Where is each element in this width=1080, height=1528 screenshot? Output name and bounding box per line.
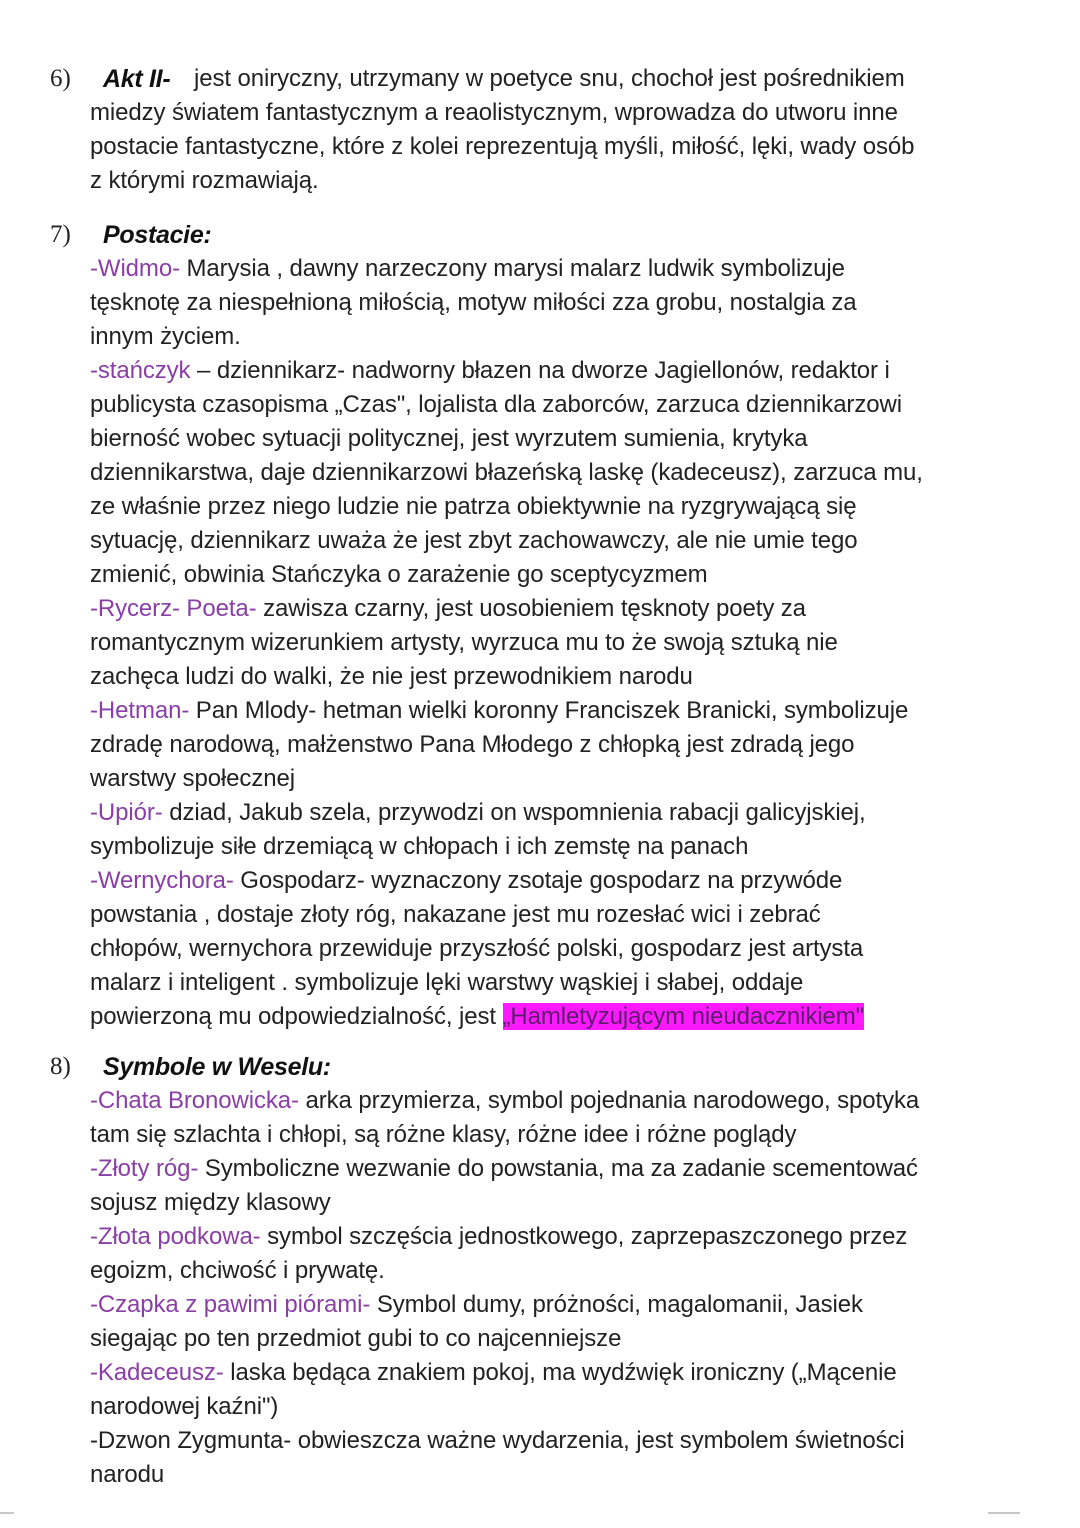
text-line: narodu [90, 1461, 165, 1488]
term-zlota-podkowa: -Złota podkowa- [90, 1223, 261, 1250]
text-line: postacie fantastyczne, które z kolei reprezentują myśli, miłość, lęki, wady osób [90, 133, 915, 160]
term-czapka: -Czapka z pawimi piórami- [90, 1291, 371, 1318]
text-line: sytuację, dziennikarz uważa że jest zbyt zachowawczy, ale nie umie tego [90, 527, 858, 554]
section-number: 7) [50, 221, 71, 248]
text-line: malarz i inteligent . symbolizuje lęki warstwy wąskiej i słabej, oddaje [90, 969, 804, 996]
text-line: publicysta czasopisma „Czas", lojalista dla zaborców, zarzuca dziennikarzowi [90, 391, 902, 418]
text-line: zdradę narodową, małżenstwo Pana Młodego z chłopką jest zdradą jego [90, 731, 855, 758]
term-widmo: -Widmo- [90, 255, 180, 282]
text-fragment: Symbol dumy, próżności, magalomanii, Jasiek [370, 1291, 863, 1318]
text-line: miedzy światem fantastycznym a reaolistycznym, wprowadza do utworu inne [90, 99, 898, 126]
text-line: innym życiem. [90, 323, 241, 350]
text-line: jest oniryczny, utrzymany w poetyce snu, chochoł jest pośrednikiem [194, 65, 905, 92]
text-line [90, 1000, 990, 1034]
text-line: symbolizuje siłe drzemiącą w chłopach i ich zemstę na panach [90, 833, 749, 860]
term-chata-bronowicka: -Chata Bronowicka- [90, 1087, 299, 1114]
section-number: 8) [50, 1053, 71, 1080]
section-heading: Postacie: [103, 221, 212, 249]
term-wernychora: -Wernychora- [90, 867, 234, 894]
text-line: romantycznym wizerunkiem artysty, wyrzuca mu to że swoją sztuką nie [90, 629, 838, 656]
text-line: egoizm, chciwość i prywatę. [90, 1257, 385, 1284]
text-fragment: dziad, Jakub szela, przywodzi on wspomnienia rabacji galicyjskiej, [162, 799, 866, 826]
text-fragment: Pan Mlody- hetman wielki koronny Franciszek Branicki, symbolizuje [189, 697, 909, 724]
text-line [90, 1220, 990, 1254]
text-line [90, 1288, 990, 1322]
section-text [90, 62, 990, 198]
text-fragment: Gospodarz- wyznaczony zsotaje gospodarz na przywóde [233, 867, 843, 894]
highlighted-phrase: „Hamletyzującym nieudacznikiem" [502, 1003, 865, 1030]
text-line: chłopów, wernychora przewiduje przyszłość polski, gospodarz jest artysta [90, 935, 864, 962]
text-line [90, 354, 990, 388]
text-fragment: arka przymierza, symbol pojednania narodowego, spotyka [298, 1087, 920, 1114]
text-fragment: Marysia , dawny narzeczony marysi malarz ludwik symbolizuje [179, 255, 845, 282]
text-line: narodowej kaźni") [90, 1393, 279, 1420]
text-line [90, 1084, 990, 1118]
section-number: 6) [50, 65, 71, 92]
page-edge-mark [988, 1512, 1020, 1514]
text-line: powstania , dostaje złoty róg, nakazane jest mu rozesłać wici i zebrać [90, 901, 821, 928]
text-line [90, 694, 990, 728]
text-fragment: zawisza czarny, jest uosobieniem tęsknoty poety za [256, 595, 806, 622]
term-kadeceusz: -Kadeceusz- [90, 1359, 224, 1386]
text-line: tam się szlachta i chłopi, są różne klasy, różne idee i różne poglądy [90, 1121, 797, 1148]
text-fragment: symbol szczęścia jednostkowego, zaprzepaszczonego przez [260, 1223, 908, 1250]
text-line: sojusz między klasowy [90, 1189, 331, 1216]
text-line: warstwy społecznej [90, 765, 295, 792]
text-fragment: powierzoną mu odpowiedzialność, jest [90, 1003, 503, 1030]
text-line [90, 864, 990, 898]
term-stanczyk: -stańczyk [90, 357, 191, 384]
section-text [90, 252, 990, 1034]
text-line: z którymi rozmawiają. [90, 167, 319, 194]
text-line [90, 592, 990, 626]
text-line: dziennikarstwa, daje dziennikarzowi błazeńską laskę (kadeceusz), zarzuca mu, [90, 459, 923, 486]
term-rycerz-poeta: -Rycerz- Poeta- [90, 595, 257, 622]
term-zloty-rog: -Złoty róg- [90, 1155, 199, 1182]
text-fragment: – dziennikarz- nadworny błazen na dworze Jagiellonów, redaktor i [190, 357, 890, 384]
section-heading: Symbole w Weselu: [103, 1053, 331, 1081]
text-line: zachęca ludzi do walki, że nie jest przewodnikiem narodu [90, 663, 693, 690]
term-hetman: -Hetman- [90, 697, 190, 724]
text-line [90, 796, 990, 830]
text-line: ze właśnie przez niego ludzie nie patrza obiektywnie na ryzgrywającą się [90, 493, 857, 520]
text-line: siegając po ten przedmiot gubi to co najcenniejsze [90, 1325, 622, 1352]
text-line [90, 1356, 990, 1390]
section-heading: Akt II- [103, 65, 171, 93]
text-line [90, 1152, 990, 1186]
text-line: zmienić, obwinia Stańczyka o zarażenie go sceptycyzmem [90, 561, 708, 588]
page-edge-mark [0, 1512, 14, 1514]
text-line: bierność wobec sytuacji politycznej, jest wyrzutem sumienia, krytyka [90, 425, 808, 452]
term-upior: -Upiór- [90, 799, 163, 826]
text-line [90, 252, 990, 286]
text-fragment: Symboliczne wezwanie do powstania, ma za zadanie scementować [198, 1155, 918, 1182]
text-fragment: laska będąca znakiem pokoj, ma wydźwięk ironiczny („Mącenie [223, 1359, 897, 1386]
text-line: -Dzwon Zygmunta- obwieszcza ważne wydarzenia, jest symbolem świetności [90, 1427, 905, 1454]
section-text [90, 1084, 990, 1492]
text-line: tęsknotę za niespełnioną miłością, motyw miłości zza grobu, nostalgia za [90, 289, 857, 316]
